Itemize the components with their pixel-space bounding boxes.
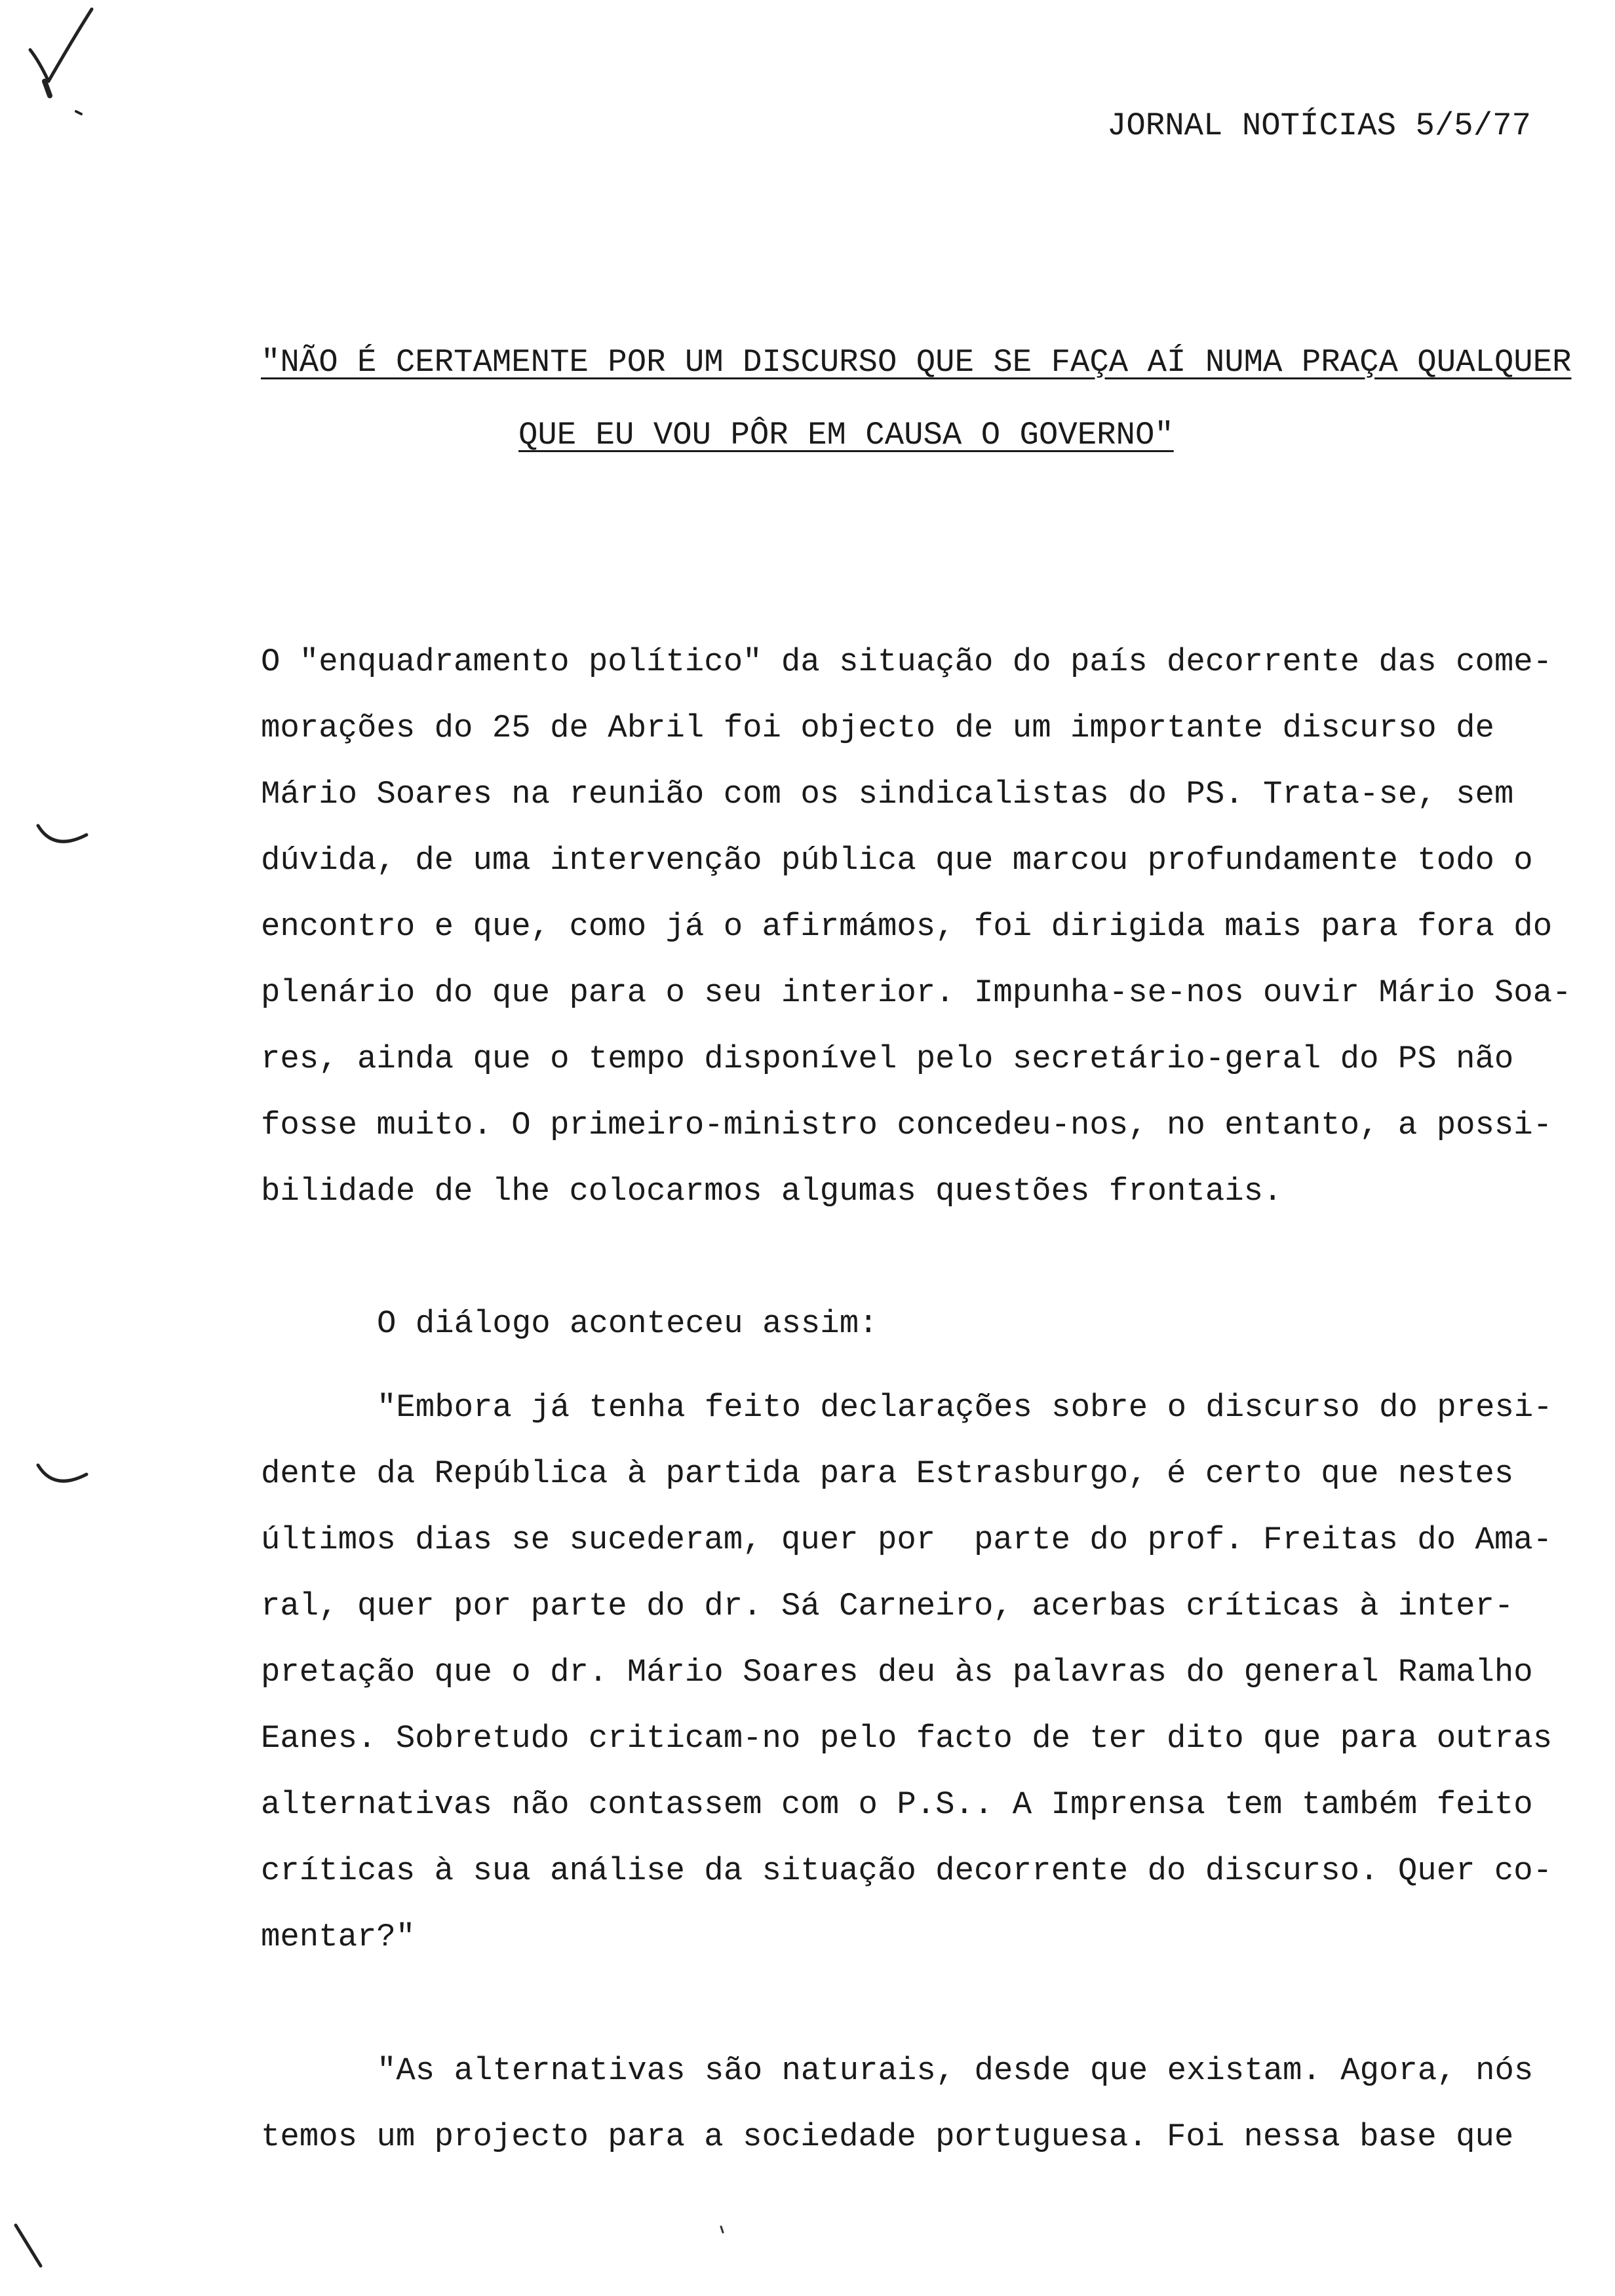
body-line: plenário do que para o seu interior. Impunha-se-nos ouvir Mário Soa- [261,974,1572,1011]
document-source-label: JORNAL NOTÍCIAS 5/5/77 [1107,107,1531,144]
headline-line-1: "NÃO É CERTAMENTE POR UM DISCURSO QUE SE FAÇA AÍ NUMA PRAÇA QUALQUER [261,344,1572,381]
body-line: ral, quer por parte do dr. Sá Carneiro, acerbas críticas à inter- [261,1588,1514,1624]
body-line: bilidade de lhe colocarmos algumas questões frontais. [261,1173,1283,1210]
body-line: dente da República à partida para Estrasburgo, é certo que nestes [261,1455,1514,1492]
body-line: O diálogo aconteceu assim: [377,1305,878,1342]
headline-line-2: QUE EU VOU PÔR EM CAUSA O GOVERNO" [518,417,1174,453]
body-line: mentar?" [261,1919,416,1955]
body-line: O "enquadramento político" da situação do país decorrente das come- [261,643,1553,680]
body-line: alternativas não contassem com o P.S.. A Imprensa tem também feito [261,1786,1533,1823]
body-line: Mário Soares na reunião com os sindicalistas do PS. Trata-se, sem [261,776,1514,813]
body-line: temos um projecto para a sociedade portuguesa. Foi nessa base que [261,2118,1514,2155]
body-line: pretação que o dr. Mário Soares deu às palavras do general Ramalho [261,1654,1533,1691]
margin-punch-mark-lower [34,1459,93,1498]
body-line: "As alternativas são naturais, desde que existam. Agora, nós [377,2052,1534,2089]
handwritten-checkmark [13,5,98,117]
body-line: fosse muito. O primeiro-ministro concedeu-nos, no entanto, a possi- [261,1107,1553,1143]
body-line: últimos dias se sucederam, quer por parte do prof. Freitas do Ama- [261,1521,1553,1558]
body-line: Eanes. Sobretudo criticam-no pelo facto de ter dito que para outras [261,1720,1553,1757]
body-line: res, ainda que o tempo disponível pelo secretário-geral do PS não [261,1041,1514,1077]
body-line: encontro e que, como já o afirmámos, foi dirigida mais para fora do [261,908,1553,945]
body-line: dúvida, de uma intervenção pública que marcou profundamente todo o [261,842,1533,879]
body-line: morações do 25 de Abril foi objecto de um importante discurso de [261,710,1494,746]
body-line: críticas à sua análise da situação decorrente do discurso. Quer co- [261,1852,1553,1889]
margin-punch-mark-upper [34,819,93,858]
speck-mark [718,2225,726,2234]
margin-stroke-bottom [12,2221,51,2274]
body-line: "Embora já tenha feito declarações sobre o discurso do presi- [377,1389,1553,1426]
